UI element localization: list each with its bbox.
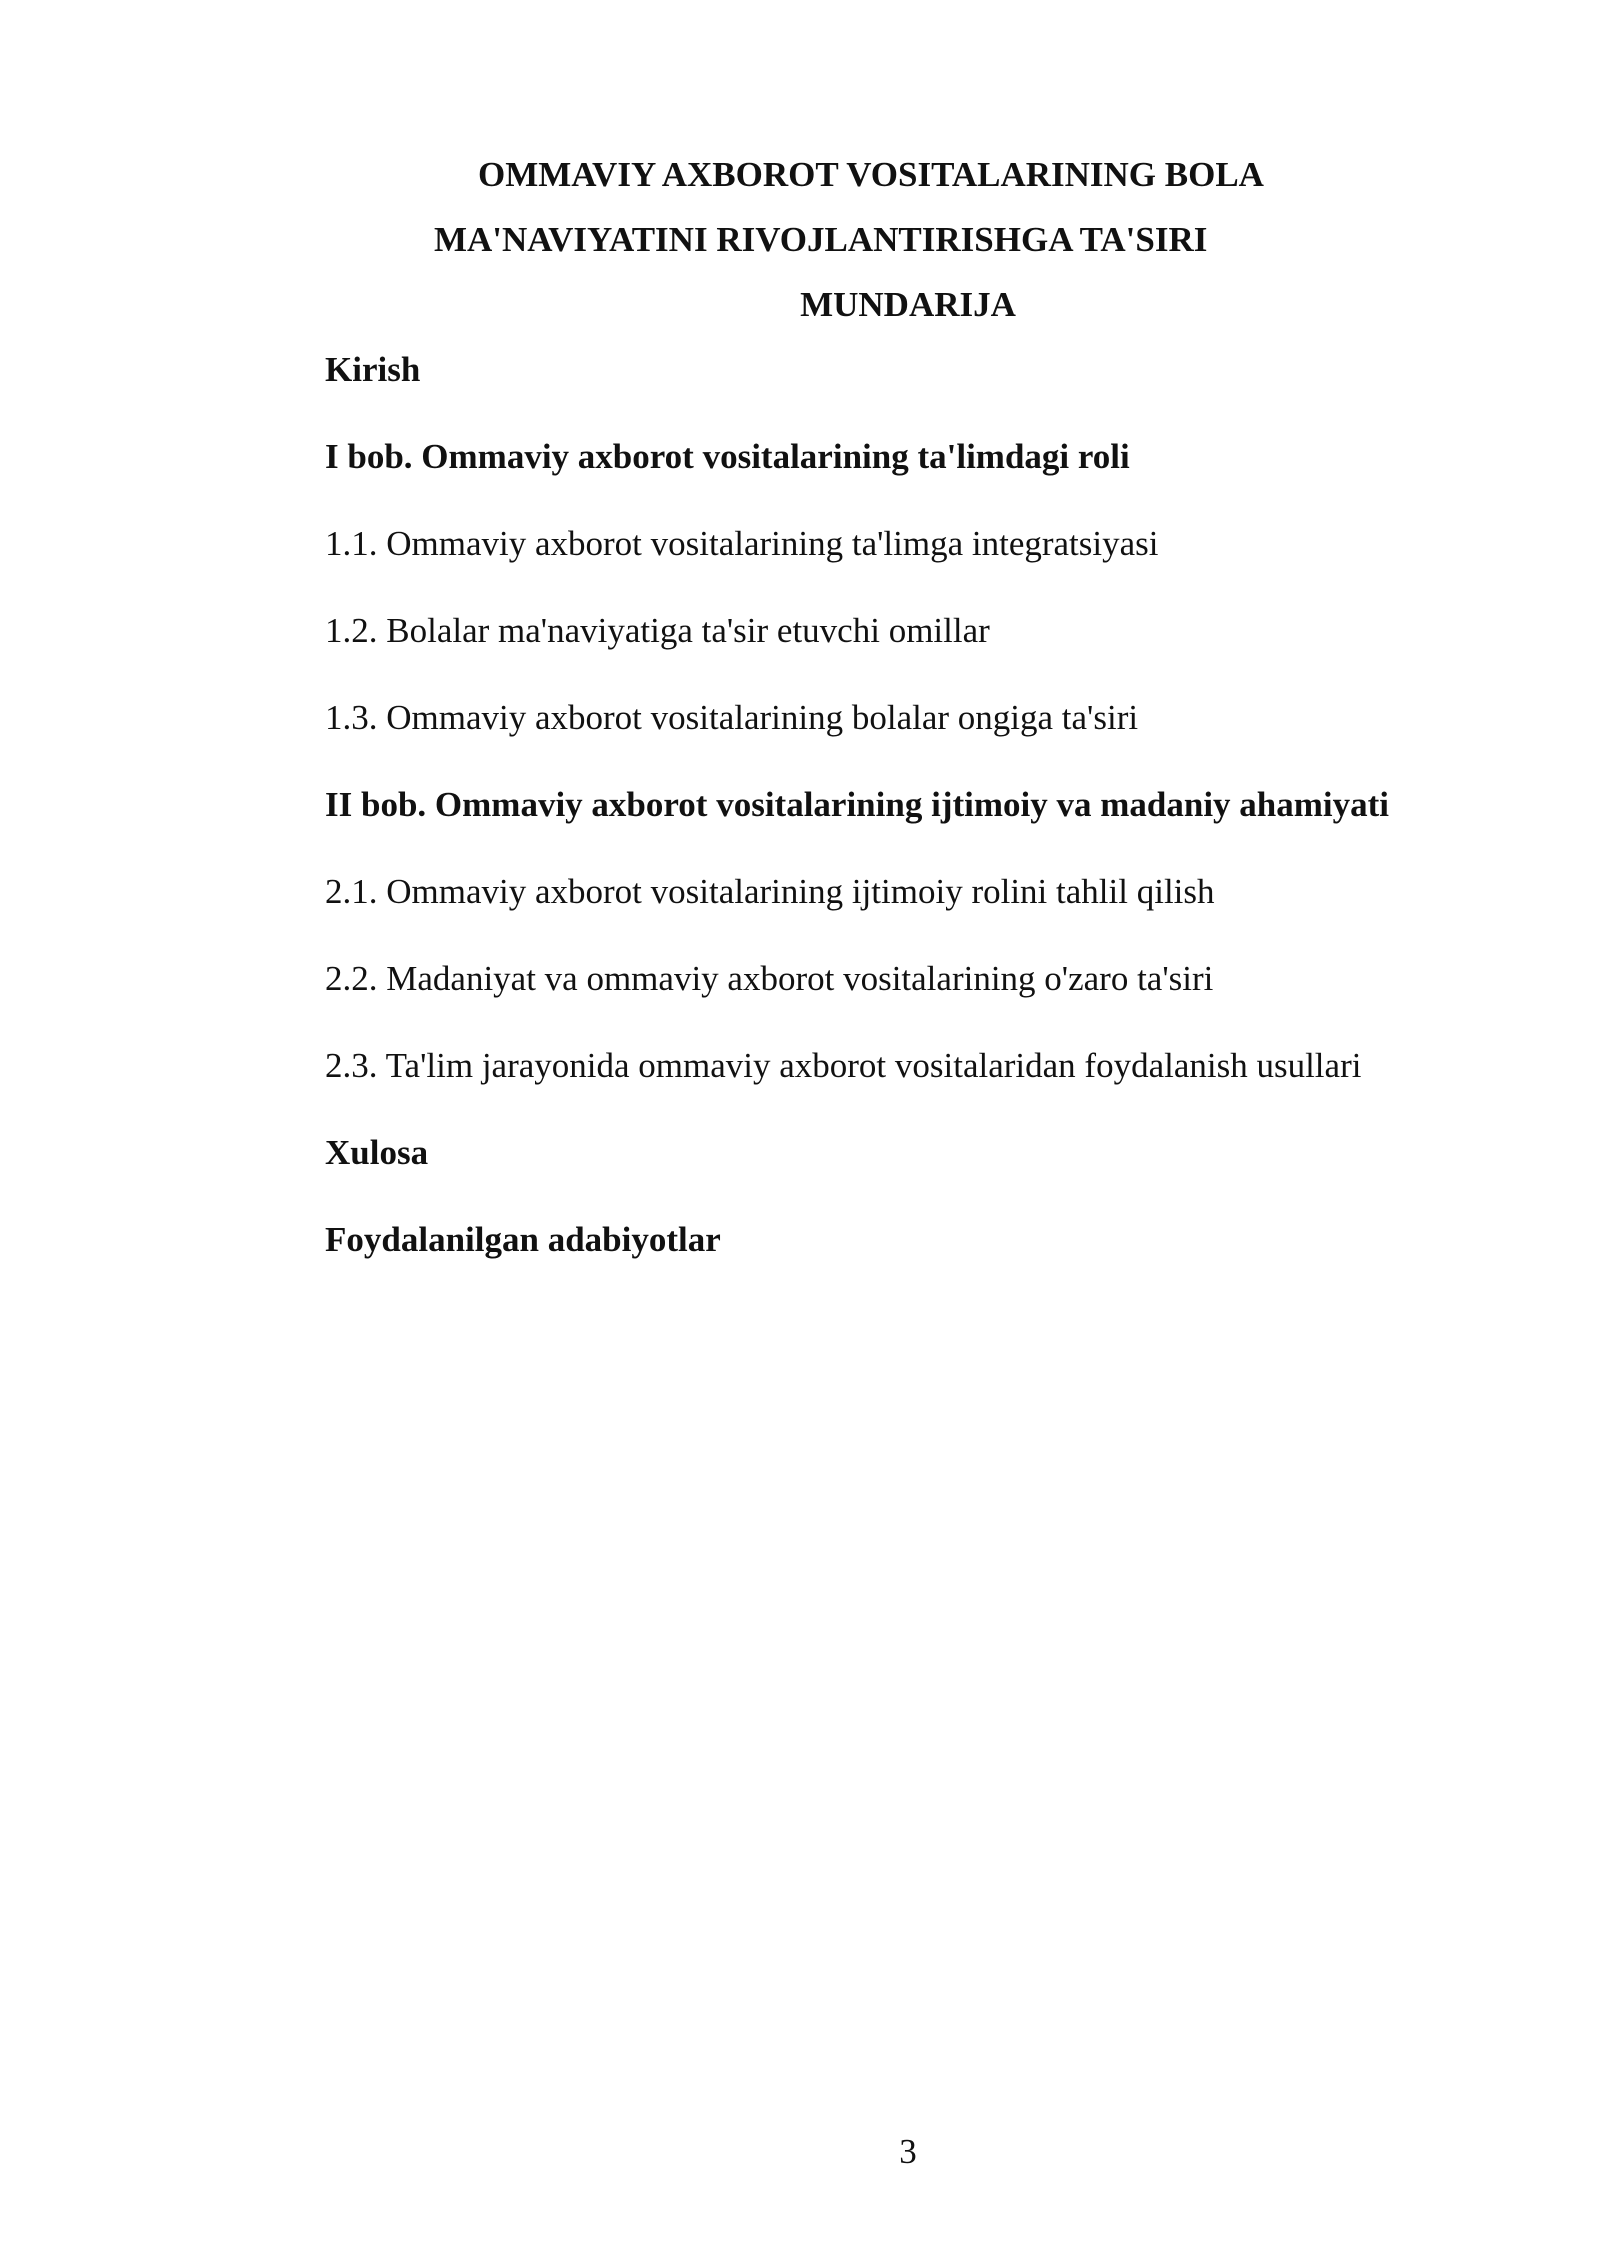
toc-entry-section-2-2: 2.2. Madaniyat va ommaviy axborot vositalarining o'zaro ta'siri: [325, 959, 1214, 998]
table-of-contents: [325, 350, 1585, 1307]
toc-entry-section-1-1: 1.1. Ommaviy axborot vositalarining ta'limga integratsiyasi: [325, 524, 1159, 563]
toc-entry-chapter-1: I bob. Ommaviy axborot vositalarining ta'limdagi roli: [325, 437, 1130, 476]
toc-entry-section-1-2: 1.2. Bolalar ma'naviyatiga ta'sir etuvchi omillar: [325, 611, 990, 650]
toc-entry-section-1-3: 1.3. Ommaviy axborot vositalarining bolalar ongiga ta'siri: [325, 698, 1139, 737]
toc-entry-introduction: Kirish: [325, 350, 421, 389]
toc-entry-section-2-3: 2.3. Ta'lim jarayonida ommaviy axborot vositalaridan foydalanish usullari: [325, 1046, 1362, 1085]
toc-entry-conclusion: Xulosa: [325, 1133, 429, 1172]
document-title-line-2: MA'NAVIYATINI RIVOJLANTIRISHGA TA'SIRI: [434, 220, 1208, 259]
contents-heading: MUNDARIJA: [800, 285, 1016, 324]
page-number: 3: [899, 2132, 917, 2171]
toc-entry-section-2-1: 2.1. Ommaviy axborot vositalarining ijtimoiy rolini tahlil qilish: [325, 872, 1215, 911]
document-title-line-1: OMMAVIY AXBOROT VOSITALARINING BOLA: [478, 155, 1264, 194]
toc-entry-chapter-2: II bob. Ommaviy axborot vositalarining ijtimoiy va madaniy ahamiyati: [325, 785, 1390, 824]
toc-entry-bibliography: Foydalanilgan adabiyotlar: [325, 1220, 721, 1259]
